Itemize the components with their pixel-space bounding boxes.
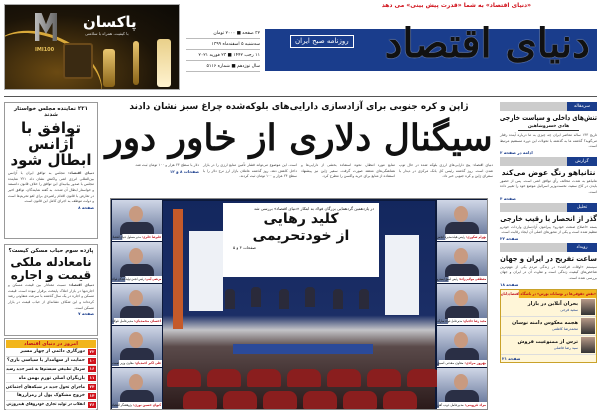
today-item-label: انقلاب در تولید تجاری خودروهای هیدروژنی: [6, 402, 85, 408]
today-item-label: بازیگران اصلی تورم بهمن ماه: [18, 375, 85, 381]
speaker-role: مدیرعامل ذوب آهن: [437, 403, 464, 407]
speaker-name: مصطفی مولایی‌زاده:: [458, 277, 487, 281]
club-title: «نقش حقوقی‌ها در نوسانات بورس» در باشگاه اقتصاددانان: [500, 290, 596, 296]
speaker-thumbnail[interactable]: [437, 368, 487, 409]
panelist: [305, 287, 315, 307]
speaker-name: احسان محمدیان:: [134, 319, 162, 323]
club-item-author: سعید فرجی: [560, 307, 578, 312]
stage-poster: [189, 231, 223, 311]
seat: [207, 369, 241, 387]
seat: [167, 369, 201, 387]
today-title: امروز در دنیای اقتصاد: [6, 340, 96, 348]
lead-column: منابع مورد انتظار، نحوه استفاده بخشی از دارایی‌ها و هماهنگی‌های منعقد صورت گرفت. سفیر ژاپن نیز پیشنهاد استفاده از منابع برای خرید واکسن را مطرح کرد.: [301, 163, 395, 179]
speaker-face: [129, 374, 143, 390]
section-label: گزارش: [567, 157, 597, 166]
story-title[interactable]: نامعادله ملکی قیمت و اجاره: [10, 255, 92, 282]
page-ref[interactable]: صفحه ۷: [78, 311, 94, 317]
speaker-face: [454, 374, 468, 390]
story-text: مجلس به توافق ایران با آژانس بین‌المللی انرژی اتمی واکنش نشان داد. ۲۲۱ نماینده مجلس با صدور بیانیه‌ای این توافق را خلاف قانون دانستند و خواستار ابطال آن شدند. به گفته نمایندگان، توافق اخیر در تعارض با قانون اقدام راهبردی برای لغو تحریم‌ها است و دولت موظف به اجرای کامل این قانون است.: [8, 171, 95, 204]
page-ref[interactable]: صفحه ۸: [78, 204, 94, 210]
speaker-caption: [112, 360, 162, 366]
lead-column: است. این موضوع می‌تواند فشار تأمین منابع ارزی را در بازار داخل کاهش دهد. روز گذشته عاملان بازار ارز نرخ دلار را با سطح ۲۴ هزار و ۱۰۰ تومان ثبت کردند.: [203, 163, 297, 179]
speaker-role: معاون وزیر صمت: [112, 361, 134, 365]
issue-pages-price: ۳۲ صفحه ■ ۲۰۰۰ تومان: [186, 28, 260, 39]
panelist: [279, 289, 289, 309]
trophy-icon: [63, 43, 93, 79]
masthead-subtitle: روزنامه صبح ایران: [290, 35, 354, 48]
club-item-title: بحران آنلاین در بازار: [527, 300, 578, 307]
author-photo: [581, 299, 595, 315]
seat: [263, 391, 297, 409]
page-number: ۱۴: [89, 392, 95, 398]
section-body: نتانیاهو به شدت مخالف رأی توافق اتمی است. پس از حضور بایدن در کاخ سفید، نخست‌وزیر اسرائیل موضع خود را تغییر داده است.: [500, 178, 597, 194]
club-item[interactable]: [501, 317, 596, 336]
seat: [383, 391, 417, 409]
speaker-role: رئیس هیئت‌مدیره انجمن: [436, 235, 466, 239]
trophy-icon: [157, 39, 171, 87]
right-section[interactable]: [500, 157, 597, 201]
trophy-icon: [103, 49, 115, 87]
section-label: تحلیل: [567, 203, 597, 212]
story-iaea[interactable]: [4, 102, 98, 239]
speaker-caption: [112, 276, 162, 282]
story-housing[interactable]: [4, 244, 98, 336]
today-item-label: دوزگاری دائمی از چهار مسیر: [20, 349, 85, 355]
speaker-caption: [114, 318, 162, 324]
photo-title[interactable]: [223, 211, 379, 245]
section-title[interactable]: ساعت تفریح در ایران و جهان: [500, 253, 597, 263]
seat: [223, 391, 257, 409]
speaker-caption: [439, 360, 487, 366]
story-text: نسبت معنادار بین قیمت مسکن و اجاره‌بها در بازار املاک پایتخت برقرار نبوده است. قیمت مسکن و اجاره در یک سال گذشته با سرعت متفاوتی رشد کرده‌اند و این شکاف نشانه‌ای از حباب قیمت در بازار مسکن است.: [8, 283, 94, 310]
section-bar: [500, 102, 597, 111]
club-item-title: هجمه معکوس دامنه نوسان: [511, 319, 578, 326]
conference-photo[interactable]: [110, 198, 488, 410]
speaker-thumbnail[interactable]: [437, 242, 487, 283]
story-kicker: پازده سوم حباب مسکن کیست؟: [8, 248, 94, 254]
speaker-name: علی اکبر احمدیان:: [134, 361, 162, 365]
speaker-role: رئیس اسبق ایمیدرو: [436, 277, 459, 281]
section-body: تاریخ ۱۴۳ ساله معاصر ایران چه چیزی به ما درباره آینده رفتار می‌گوید؟ گذشته ما به گذشته با تحولات این دوره مستقیم مرتبط است.: [500, 133, 597, 149]
page-ref[interactable]: صفحه ۴: [500, 195, 516, 201]
speaker-thumbnail[interactable]: [112, 368, 162, 409]
speaker-thumbnail[interactable]: [437, 284, 487, 325]
page-number: ۲۴: [89, 384, 95, 390]
photo-title-line: کلید رهایی: [263, 211, 339, 227]
speaker-name: علیرضا حائری:: [141, 235, 162, 239]
speaker-name: مراد قزوینی:: [464, 403, 487, 407]
ad-tagline: با کیفیت، همراه با سلامتی: [85, 31, 129, 36]
club-item-text: [528, 301, 578, 313]
photo-kicker: در یازدهمین گردهمایی بزرگان فولاد به ابتکار «دنیای اقتصاد» بررسی شد: [254, 206, 374, 211]
speaker-role: مدیرعامل فولاد: [112, 319, 134, 323]
today-item[interactable]: [6, 374, 96, 383]
speaker-face: [129, 206, 143, 222]
ad-brand: پاکسان: [83, 13, 137, 31]
today-item[interactable]: [6, 392, 96, 401]
speaker-name: مجید رضا حاجیان:: [462, 319, 487, 323]
speaker-thumbnail[interactable]: [112, 284, 162, 325]
page-number: ۲۶: [89, 401, 95, 407]
lead-label: دنیای اقتصاد:: [68, 171, 94, 176]
speaker-caption: [439, 402, 487, 408]
page-ref[interactable]: صفحه ۲۱: [502, 355, 521, 361]
section-label: رویداد: [567, 243, 597, 252]
section-label: سرمقاله: [567, 102, 597, 111]
flag: [173, 209, 183, 329]
page-number: ۱۱: [89, 375, 95, 381]
page-ref[interactable]: صفحه ۲۲: [500, 235, 519, 241]
seat: [327, 369, 361, 387]
page-ref[interactable]: صفحات ۸ و ۱۲: [169, 168, 199, 174]
author-photo: [581, 337, 595, 353]
speaker-caption: [112, 234, 162, 240]
seat: [303, 391, 337, 409]
speaker-face: [454, 332, 468, 348]
today-item-label: خروج مشکوک پول از رمزارزها: [16, 393, 85, 399]
panelist: [225, 289, 235, 309]
club-item-text: [518, 339, 578, 351]
speaker-thumbnail[interactable]: [112, 242, 162, 283]
section-bar: [500, 203, 597, 212]
today-item-label: حمایت از سهامدار یا سیاسی بازی؟: [7, 358, 85, 364]
masthead-title: دنیای اقتصاد: [384, 20, 590, 67]
speaker-caption: [436, 276, 487, 282]
speaker-thumbnail[interactable]: [112, 200, 162, 241]
seat: [343, 391, 377, 409]
right-section[interactable]: [500, 243, 597, 287]
speaker-face: [454, 206, 468, 222]
right-column: [500, 102, 597, 363]
story-body: [8, 171, 94, 205]
club-item-author: سید رضا فاضلی: [553, 345, 578, 350]
issue-number: سال نوزدهم ■ شماره ۵۱۱۶: [186, 61, 260, 72]
page-ref[interactable]: ادامه در صفحه ۲: [500, 149, 533, 155]
author-photo: [581, 318, 595, 334]
speaker-thumbnail[interactable]: [437, 200, 487, 241]
seat: [367, 369, 401, 387]
stage-photo: [163, 201, 435, 409]
club-item-text: [512, 320, 578, 332]
today-item-label: سرمال تطبیقی سیستم‌ها به عصر جدید رسید: [6, 366, 86, 372]
today-item[interactable]: [6, 383, 96, 392]
speaker-role: مدیرعامل فولاد مبارکه: [437, 319, 463, 323]
today-item[interactable]: [6, 401, 96, 410]
story-title[interactable]: توافق با آژانس ابطال شود: [10, 119, 92, 169]
seat: [287, 369, 321, 387]
section-author: هادی خسروشاهین: [518, 124, 579, 131]
story-kicker: ۲۲۱ نماینده مجلس خواستار شدند: [14, 106, 88, 118]
speaker-caption: [437, 318, 487, 324]
economists-club-box[interactable]: [500, 289, 597, 363]
panelist: [333, 289, 343, 309]
speaker-caption: [436, 234, 487, 240]
photo-banner: [223, 203, 379, 277]
issue-date-persian: سه‌شنبه ۵ اسفندماه ۱۳۹۹: [186, 39, 260, 50]
page-number: ۱۶: [89, 366, 95, 372]
club-item-author: محمدرضا کاظمی: [552, 326, 578, 331]
club-item-title: ترس از ممنوعیت فروش: [517, 338, 578, 345]
right-section[interactable]: [500, 102, 597, 155]
slogan: «دنیای اقتصاد» به شما «قدرت پیش بینی» می دهد: [381, 2, 531, 9]
section-body: سیستم «اوقات فراغت» در زندگی مردم یکی از مهم‌ترین شاخص‌های کیفیت زندگی است و تفاوت آن در ایران و جهان بررسی شده است.: [500, 264, 597, 280]
speaker-face: [454, 248, 468, 264]
speaker-thumbnail[interactable]: [437, 326, 487, 367]
photo-pages[interactable]: صفحات ۳ و ۵: [233, 245, 257, 250]
advertisement[interactable]: [4, 4, 180, 90]
speaker-caption: [111, 402, 162, 408]
today-item[interactable]: [6, 366, 96, 375]
photo-title-line: از خودتحریمی: [252, 228, 350, 244]
speaker-role: مدیر مسئول دنیای اقتصاد: [112, 235, 141, 239]
right-section[interactable]: [500, 203, 597, 241]
today-item-label: ماجرای تحول جدید در شبکه‌های اجتماعی: [5, 384, 85, 390]
section-title[interactable]: گذر از انحصار با رقیب خارجی: [500, 213, 597, 223]
ad-award: IMI100: [35, 47, 55, 53]
lead-column: دنیای اقتصاد: پنج دارایی‌های ارزی بلوکه شده در حال توپ شدن است. روز گذشته رئیس کل بانک مرکزی در دیدار با سفرای ژاپن و کره جنوبی خبر داد.: [399, 163, 493, 179]
lead-column: [105, 163, 199, 195]
seat: [407, 369, 441, 387]
today-item[interactable]: [6, 357, 96, 366]
speaker-face: [454, 290, 468, 306]
speaker-role: پژوهشگر اقتصاد: [111, 403, 133, 407]
divider: [4, 96, 597, 97]
page-ref[interactable]: صفحه ۱۸: [500, 281, 519, 287]
speaker-role: معاون معدنی اسبق: [437, 361, 464, 365]
panelist: [251, 287, 261, 307]
speaker-name: مرتضی آیتی:: [145, 277, 162, 281]
issue-date-hijri-gregorian: ۱۱ رجب ۱۴۴۲ ■ ۲۳ فوریه ۲۰۲۱: [186, 50, 260, 61]
issue-info: [186, 28, 260, 72]
section-title[interactable]: نتانیاهو رنگ عوض می‌کند: [501, 167, 596, 177]
seat: [183, 391, 217, 409]
seat: [247, 369, 281, 387]
speaker-face: [129, 332, 143, 348]
page-number: ۲۲: [89, 348, 95, 354]
speaker-face: [129, 248, 143, 264]
stage-banner: [233, 344, 373, 354]
story-body: [8, 283, 94, 311]
section-bar: [500, 243, 597, 252]
club-item[interactable]: [501, 298, 596, 317]
section-body: بسته «اصلاح صنعت خودرو» پیرامون آزادسازی واردات خودرو تنظیم شده است و یکی از محورهای اصلی آن ایجاد رقابت است.: [500, 224, 597, 235]
stage-poster: [385, 235, 419, 315]
today-in-paper: [4, 338, 98, 410]
speaker-face: [129, 290, 143, 306]
lead-text: دلار با سطح ۲۴ هزار و ۱۰۰ تومان ثبت شد.: [134, 163, 199, 167]
page-number: ۱۰: [89, 357, 95, 363]
lead-label: دنیای اقتصاد:: [68, 283, 94, 288]
club-item[interactable]: [501, 336, 596, 355]
panelist: [359, 289, 369, 309]
main-kicker: ژاپن و کره جنوبی برای آزادسازی دارایی‌های بلوکه‌شده چراغ سبز نشان دادند: [129, 102, 469, 112]
section-bar: [500, 157, 597, 166]
today-item[interactable]: [6, 348, 96, 357]
speaker-name: بهرام شکوری:: [465, 235, 487, 239]
speaker-thumbnail[interactable]: [112, 326, 162, 367]
section-title[interactable]: تنش‌های داخلی و سیاست خارجی: [499, 113, 597, 122]
speaker-role: رئیس انجمن تولیدکنندگان فولاد: [112, 277, 145, 281]
trophy-icon: [133, 41, 139, 85]
speaker-name: کیوان حسین نوری:: [133, 403, 162, 407]
main-headline[interactable]: سیگنال دلاری از خاور دور: [105, 117, 493, 159]
speaker-name: بهروز مرادی:: [464, 361, 487, 365]
